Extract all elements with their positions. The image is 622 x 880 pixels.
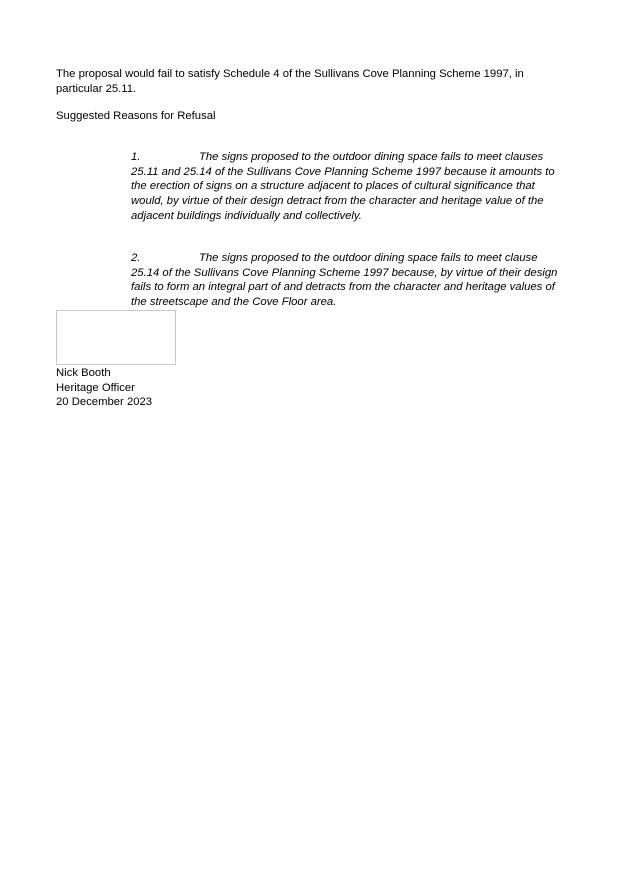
- reason-item-2-marker: 2.: [131, 252, 141, 265]
- suggested-reasons-heading: Suggested Reasons for Refusal: [56, 110, 216, 123]
- intro-paragraph: The proposal would fail to satisfy Schedule 4 of the Sullivans Cove Planning Scheme 1997, in particular 25.11.: [56, 68, 524, 95]
- signatory-name: Nick Booth: [56, 367, 111, 379]
- signature-block: [56, 366, 152, 410]
- reason-item-1-marker: 1.: [131, 151, 141, 164]
- signature-image-placeholder: [56, 310, 176, 365]
- reason-item-1-text: The signs proposed to the outdoor dining space fails to meet clauses 25.11 and 25.14 of the Sullivans Cove Planning Scheme 1997 because it amounts to the erection of signs on a structure adjacent to places of cultural significance that would, by virtue of their design detract from the character and heritage value of the adjacent buildings individually and collectively.: [131, 151, 555, 222]
- signature-date: 20 December 2023: [56, 396, 153, 409]
- reason-item-2: [131, 251, 568, 309]
- signatory-role: Heritage Officer: [56, 381, 135, 394]
- reason-item-1: [131, 150, 568, 223]
- reason-item-2-text: The signs proposed to the outdoor dining space fails to meet clause 25.14 of the Sullivans Cove Planning Scheme 1997 because, by virtue of their design fails to form an integral part of and detracts from the character and heritage values of the streetscape and the Cove Floor area.: [131, 252, 558, 309]
